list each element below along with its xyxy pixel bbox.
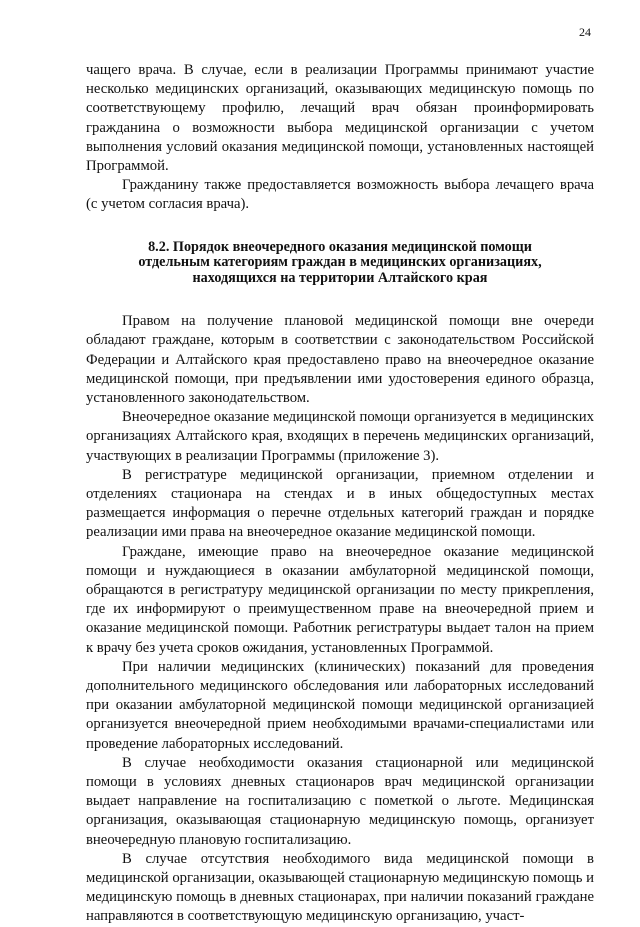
document-body <box>86 61 594 927</box>
paragraph-additional-examination: При наличии медицинских (клинических) показаний для проведения дополнительного медицинского обследования или лабораторных исследований при оказании амбулаторной медицинской помощи медицинской организацией организуется внеочередной прием необходимыми врачами-специалистами или проведение лабораторных исследований. <box>86 658 594 752</box>
section-heading-line-3: находящихся на территории Алтайского края <box>192 269 488 286</box>
paragraph-information-placement: В регистратуре медицинской организации, приемном отделении и отделениях стационара на стендах и в иных общедоступных местах размещается информация о перечне отдельных категорий граждан и порядке реализации ими права на внеочередное оказание медицинской помощи. <box>86 466 594 541</box>
section-heading <box>86 240 594 287</box>
paragraph-outpatient-care: Граждане, имеющие право на внеочередное оказание медицинской помощи и нуждающиеся в оказании амбулаторной медицинской помощи, обращаются в регистратуру медицинской организации по месту прикрепления, где их информируют о преимущественном праве на внеочередной прием и оказание медицинской помощи. Работник регистратуры выдает талон на прием к врачу без учета сроков ожидания, установленных Программой. <box>86 543 594 656</box>
section-heading-line-2: отдельным категориям граждан в медицинских организациях, <box>138 254 542 271</box>
section-heading-line-1: 8.2. Порядок внеочередного оказания медицинской помощи <box>148 238 532 255</box>
paragraph-organization: Внеочередное оказание медицинской помощи организуется в медицинских организациях Алтайского края, входящих в перечень медицинских организаций, участвующих в реализации Программы (приложение 3). <box>86 409 594 464</box>
paragraph-referral: В случае отсутствия необходимого вида медицинской помощи в медицинской организации, оказывающей стационарную медицинскую помощь и медицинскую помощь в дневных стационарах, при наличии показаний граждане направляются в соответствующую медицинскую организацию, участ- <box>86 850 594 925</box>
page-number: 24 <box>579 25 591 39</box>
paragraph-priority-right: Правом на получение плановой медицинской помощи вне очереди обладают граждане, которым в соответствии с законодательством Российской Федерации и Алтайского края предоставлено право на внеочередное оказание медицинской помощи, при предъявлении ими удостоверения единого образца, установленного законодательством. <box>86 313 594 406</box>
intro-paragraph-2: Гражданину также предоставляется возможность выбора лечащего врача (с учетом согласия врача). <box>86 177 594 213</box>
intro-paragraph-1: чащего врача. В случае, если в реализации Программы принимают участие несколько медицинских организаций, оказывающих медицинскую помощь по соответствующему профилю, лечащий врач обязан проинформировать гражданина о возможности выбора медицинской организации с учетом выполнения условий оказания медицинской помощи, установленных настоящей Программой. <box>86 62 594 175</box>
paragraph-hospitalization: В случае необходимости оказания стационарной или медицинской помощи в условиях дневных стационаров врач медицинской организации выдает направление на госпитализацию с пометкой о льготе. Медицинская организация, оказывающая стационарную медицинскую помощь, организует внеочередную плановую госпитализацию. <box>86 754 594 848</box>
